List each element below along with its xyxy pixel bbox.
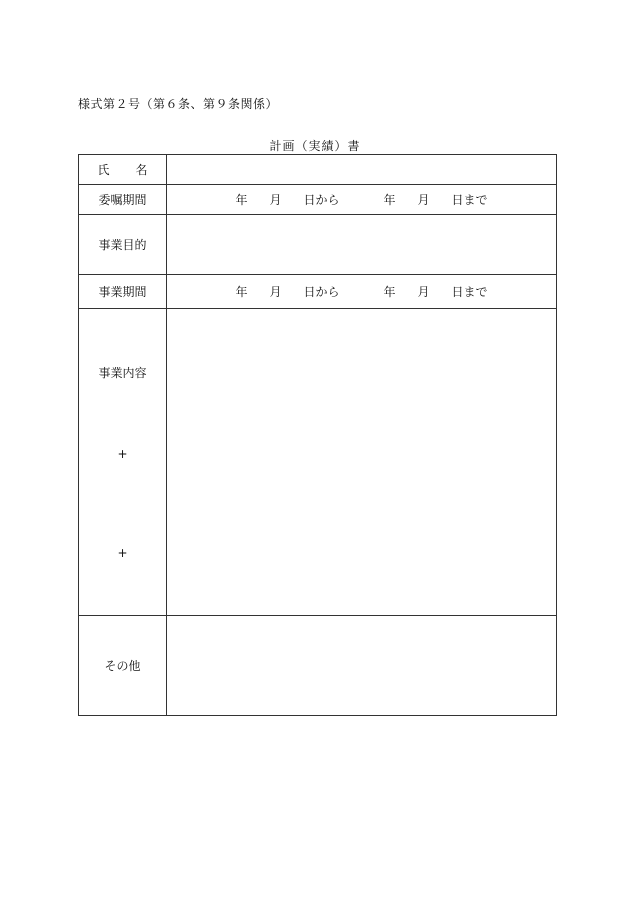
content-label-cell xyxy=(79,309,167,616)
project-year-from: 年 xyxy=(235,285,248,299)
commission-year-to: 年 xyxy=(383,193,396,207)
commission-month-from: 月 xyxy=(269,193,282,207)
project-month-to: 月 xyxy=(417,285,430,299)
commission-year-from: 年 xyxy=(235,193,248,207)
row-purpose xyxy=(79,215,557,275)
content-field[interactable] xyxy=(167,309,557,616)
form-number: 様式第２号（第６条、第９条関係） xyxy=(78,97,279,111)
project-period-label: 事業期間 xyxy=(79,275,167,309)
row-content xyxy=(79,309,557,616)
other-label: その他 xyxy=(79,616,167,716)
name-field[interactable] xyxy=(167,155,557,185)
plus-mark: + xyxy=(117,447,128,461)
document-title: 計画（実績）書 xyxy=(269,139,361,153)
name-label-cell xyxy=(79,155,167,185)
content-label: 事業内容 xyxy=(98,366,147,380)
commission-month-to: 月 xyxy=(417,193,430,207)
commission-period-field[interactable] xyxy=(167,185,557,215)
row-project-period xyxy=(79,275,557,309)
purpose-field[interactable] xyxy=(167,215,557,275)
name-label-second: 名 xyxy=(135,163,148,177)
plan-form-table xyxy=(78,154,557,716)
plus-mark: + xyxy=(117,546,128,560)
commission-day-from: 日から xyxy=(303,193,340,207)
project-day-to: 日まで xyxy=(451,285,488,299)
name-label-first: 氏 xyxy=(97,163,110,177)
project-period-field[interactable] xyxy=(167,275,557,309)
project-month-from: 月 xyxy=(269,285,282,299)
purpose-label: 事業目的 xyxy=(79,215,167,275)
row-name xyxy=(79,155,557,185)
other-field[interactable] xyxy=(167,616,557,716)
commission-day-to: 日まで xyxy=(451,193,488,207)
row-other xyxy=(79,616,557,716)
row-commission-period xyxy=(79,185,557,215)
project-year-to: 年 xyxy=(383,285,396,299)
project-day-from: 日から xyxy=(303,285,340,299)
commission-period-label: 委嘱期間 xyxy=(79,185,167,215)
